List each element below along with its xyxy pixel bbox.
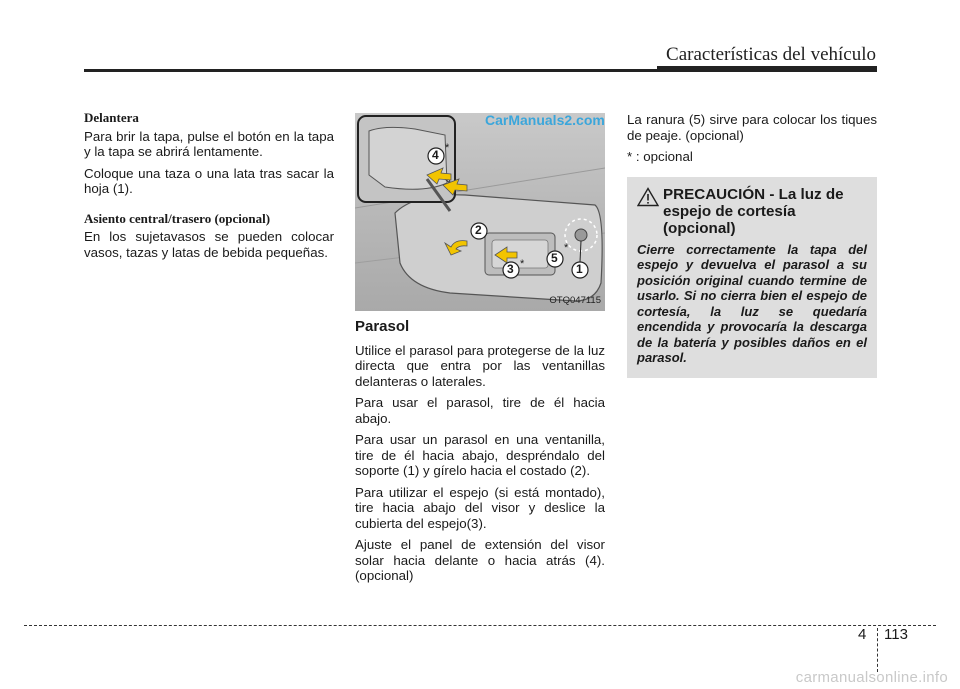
column-right — [627, 110, 877, 378]
parasol-para-5: Ajuste el panel de extensión del visor solar hacia delante o hacia atrás (4). (opcional) — [355, 537, 605, 583]
caution-text: Cierre correctamente la tapa del espejo y devuelva el parasol a su posición original cuando termine de usarlo. Si no cierra bien el espejo de cortesía, la luz se quedaría encendida y provocaría la descarga de la batería y posibles daños en el parasol. — [637, 241, 867, 365]
para-front-2: Coloque una taza o una lata tras sacar la hoja (1). — [84, 165, 334, 196]
column-middle — [355, 110, 605, 590]
warning-triangle-icon — [637, 187, 663, 211]
callout-3-asterisk: * — [520, 258, 525, 270]
site-watermark: carmanualsonline.info — [795, 669, 948, 686]
chapter-number: 4 — [858, 626, 867, 643]
footer-divider — [877, 628, 878, 672]
para-optional-note: * : opcional — [627, 149, 693, 164]
callout-1: 1 — [576, 262, 583, 276]
callout-2: 2 — [475, 223, 482, 237]
parasol-para-4: Para utilizar el espejo (si está montado), tire hacia abajo del visor y deslice la cubierta del espejo(3). — [355, 484, 605, 531]
header-rule-accent — [657, 66, 877, 70]
callout-5: 5 — [551, 251, 558, 265]
header-title: Características del vehículo — [666, 44, 876, 65]
caution-box — [627, 177, 877, 378]
page-number: 113 — [884, 626, 908, 643]
sun-visor-illustration — [355, 113, 605, 311]
section-title-parasol: Parasol — [355, 318, 410, 335]
figure-code: OTQ047115 — [549, 294, 601, 306]
para-rear: En los sujetavasos se pueden colocar vasos, tazas y latas de bebida pequeñas. — [84, 229, 334, 260]
callout-4: 4 — [432, 148, 439, 162]
sun-visor-drawing — [355, 113, 605, 311]
parasol-para-3: Para usar un parasol en una ventanilla, tire de él hacia abajo, despréndalo del soporte (1) y gírelo hacia el costado (2). — [355, 432, 605, 478]
footer-rule — [24, 625, 936, 626]
parasol-para-1: Utilice el parasol para protegerse de la luz directa que entra por las ventanillas delanteras o laterales. — [355, 342, 605, 389]
para-front-1: Para brir la tapa, pulse el botón en la tapa y la tapa se abrirá lentamente. — [84, 128, 334, 159]
caution-title: PRECAUCIÓN - La luz de espejo de cortesía (opcional) — [663, 185, 844, 237]
caution-header — [637, 186, 867, 237]
column-left — [84, 110, 334, 266]
callout-4-asterisk: * — [445, 142, 450, 154]
callout-3: 3 — [507, 262, 514, 276]
para-slot: La ranura (5) sirve para colocar los tiques de peaje. (opcional) — [627, 112, 877, 143]
parasol-para-2: Para usar el parasol, tire de él hacia abajo. — [355, 395, 605, 426]
callout-5-asterisk: * — [564, 242, 569, 254]
heading-rear: Asiento central/trasero (opcional) — [84, 210, 271, 226]
watermark: CarManuals2.com — [485, 113, 605, 128]
heading-front: Delantera — [84, 110, 139, 125]
